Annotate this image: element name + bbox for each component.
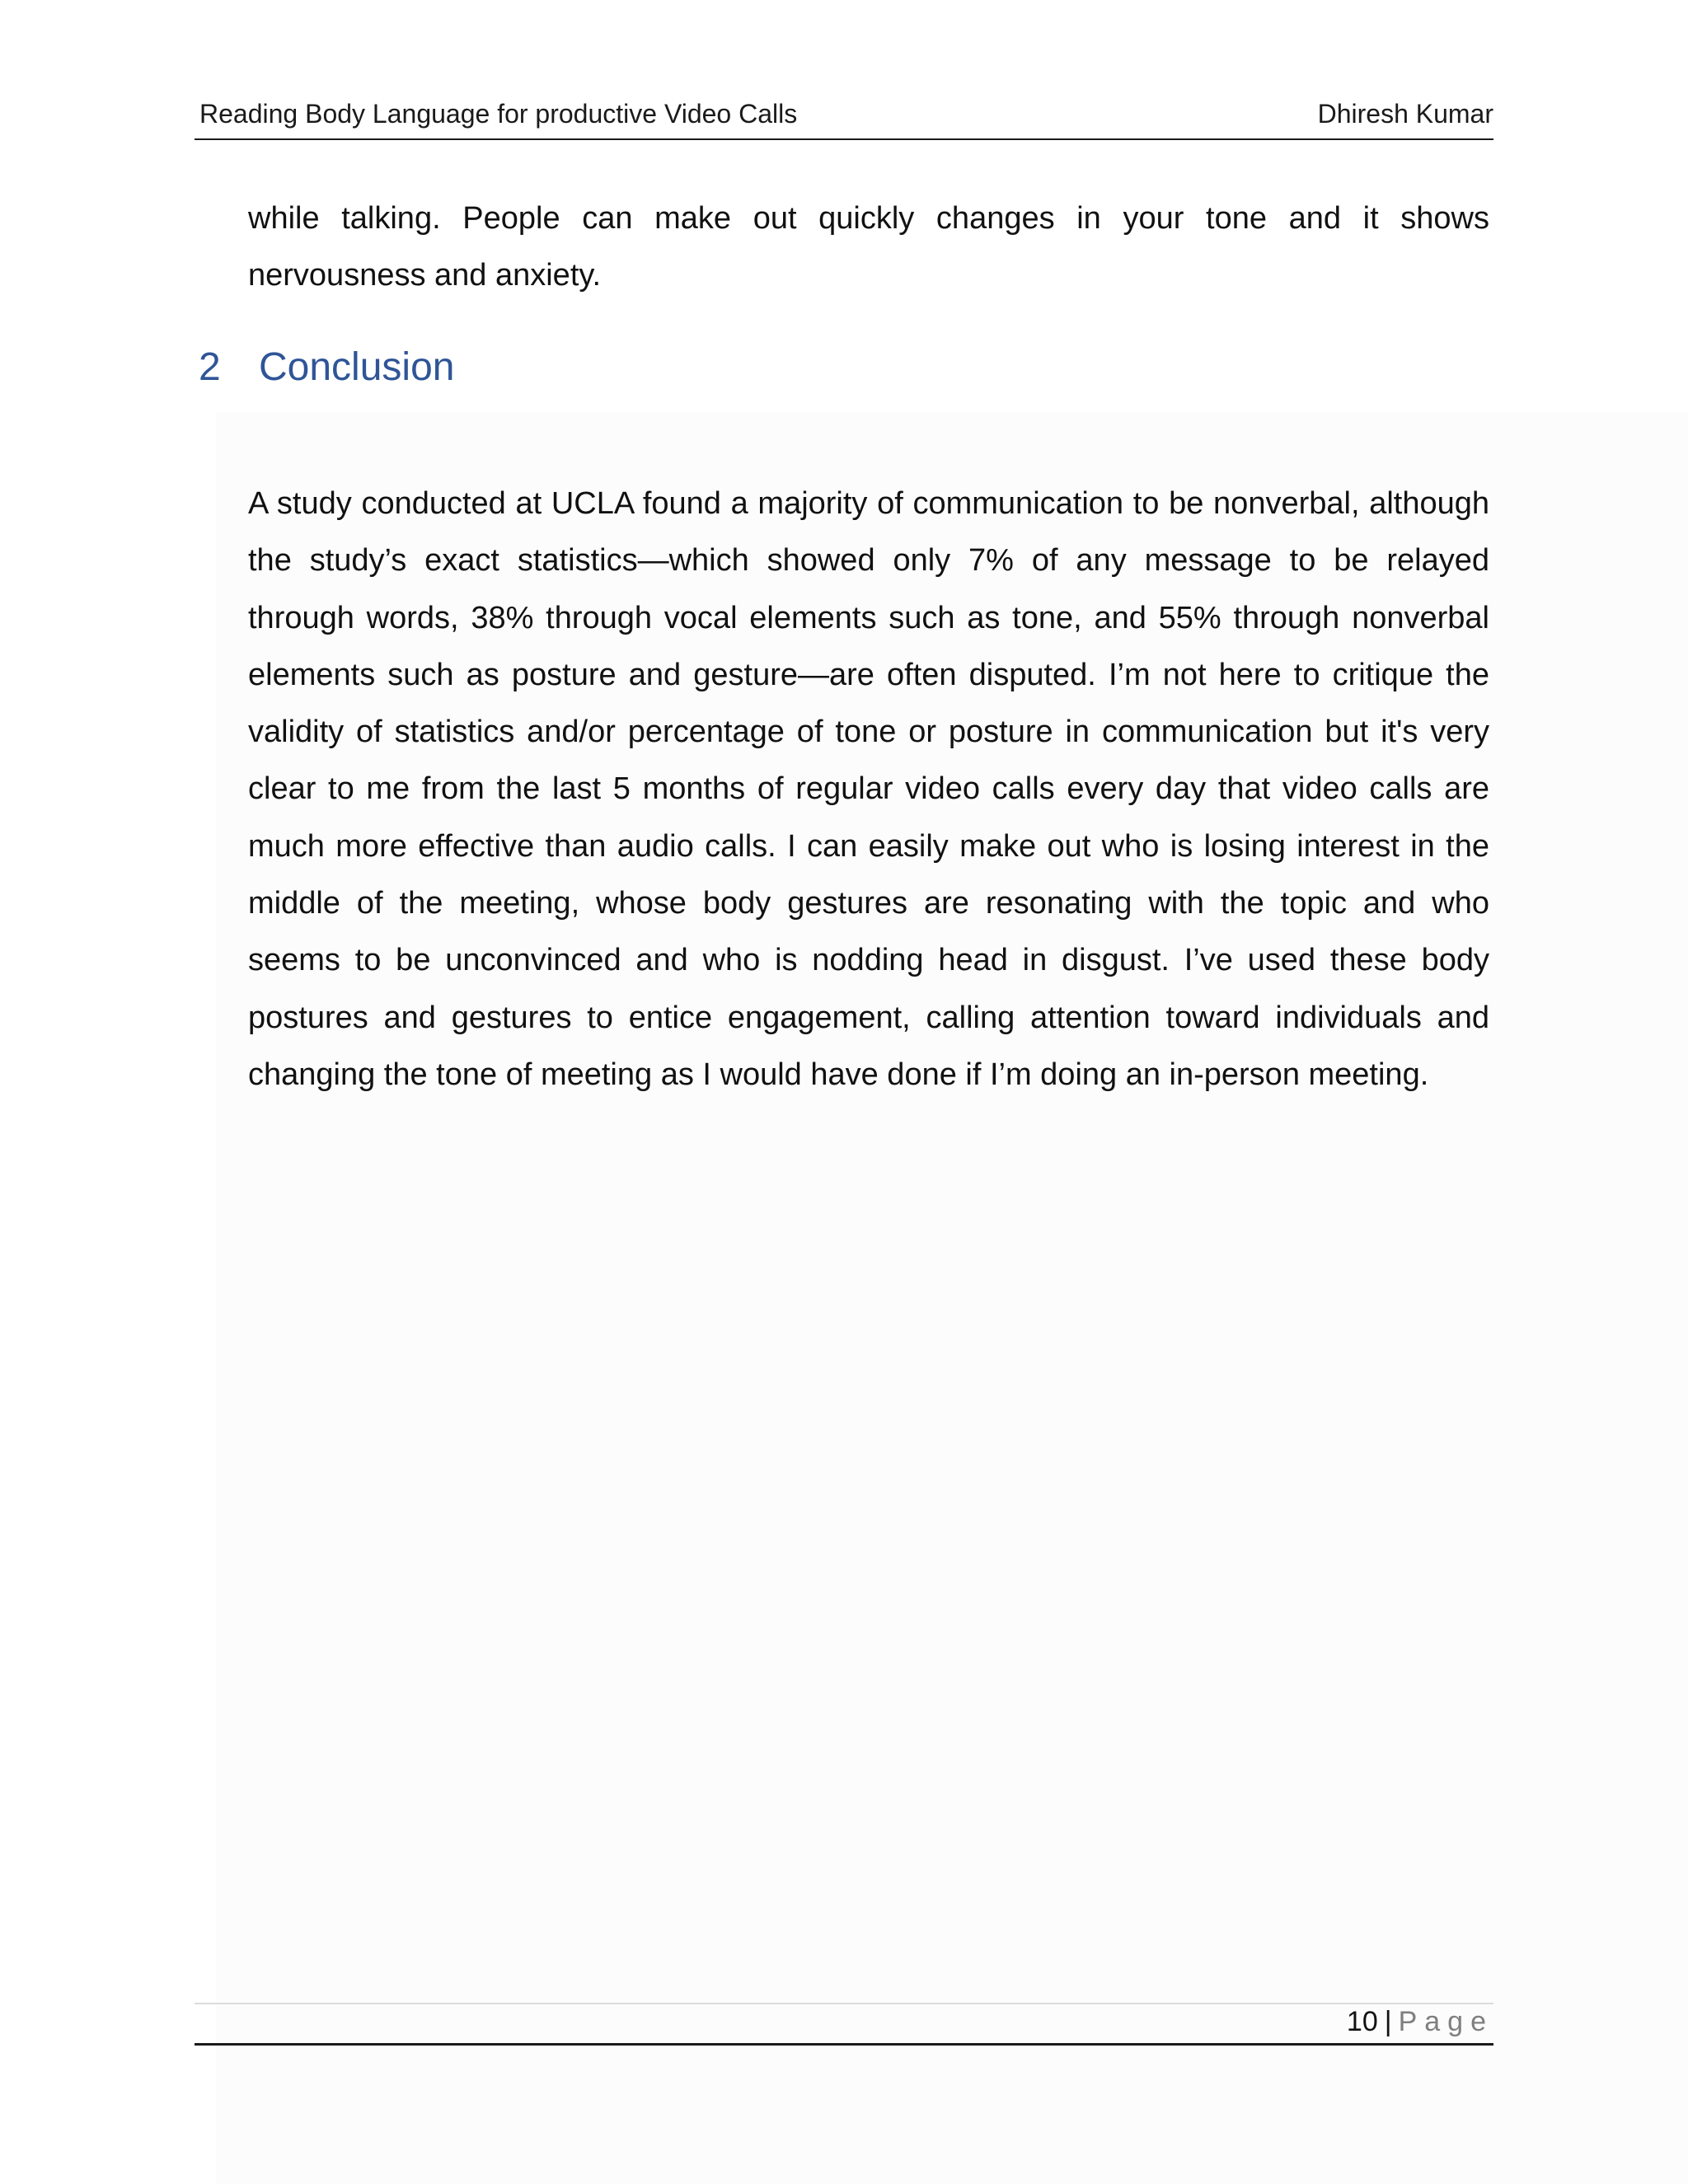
section-heading <box>199 344 454 390</box>
page-number <box>1347 2006 1493 2038</box>
page-number-value: 10 <box>1346 2006 1378 2037</box>
footer-top-rule <box>195 2003 1493 2004</box>
conclusion-paragraph: A study conducted at UCLA found a majority of communication to be nonverbal, although the study’s exact statistics—which showed only 7% of any message to be relayed through words, 38% through vocal elements such as tone, and 55% through nonverbal elements such as posture and gesture—are often disputed. I’m not here to critique the validity of statistics and/or percentage of tone or posture in communication but it's very clear to me from the last 5 months of regular video calls every day that video calls are much more effective than audio calls. I can easily make out who is losing interest in the middle of the meeting, whose body gestures are resonating with the topic and who seems to be unconvinced and who is nodding head in disgust. I’ve used these body postures and gestures to entice engagement, calling attention toward individuals and changing the tone of meeting as I would have done if I’m doing an in-person meeting. <box>248 486 1489 1092</box>
page-number-separator: | <box>1384 2006 1392 2037</box>
section-title: Conclusion <box>259 345 455 389</box>
section-number: 2 <box>199 345 221 389</box>
footer-rule <box>195 2043 1493 2046</box>
page-label: Page <box>1398 2006 1493 2037</box>
header-author: Dhiresh Kumar <box>1317 99 1493 129</box>
running-header <box>195 99 1493 140</box>
continued-paragraph: while talking. People can make out quickly changes in your tone and it shows nervousness and anxiety. <box>248 201 1489 293</box>
header-rule <box>195 138 1493 140</box>
header-title: Reading Body Language for productive Video Calls <box>199 99 798 129</box>
